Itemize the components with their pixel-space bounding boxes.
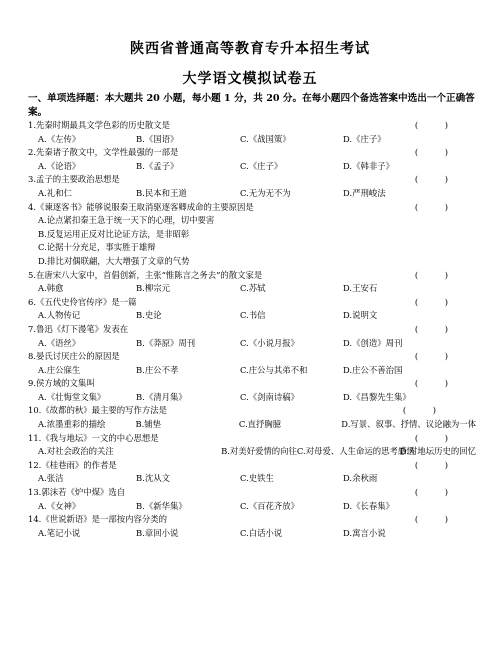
section-instructions: 一、单项选择题：本大题共 20 小题，每小题 1 分，共 20 分。在每小题四个备选答案中选出一个正确答案。: [28, 93, 475, 118]
answer-option[interactable]: C.《百花齐放》: [240, 500, 300, 511]
answer-option[interactable]: C.《剑南诗稿》: [240, 391, 300, 402]
question-item: [28, 119, 476, 146]
option-row: [28, 391, 476, 405]
answer-option[interactable]: C.《战国策》: [240, 133, 291, 144]
question-stem: 5.在唐宋八大家中，首倡创新，主张“惟陈言之务去”的散文家是: [28, 269, 263, 280]
answer-blank[interactable]: ( ): [414, 487, 448, 498]
question-item: [28, 146, 476, 173]
answer-option[interactable]: B.沈从文: [136, 473, 170, 484]
answer-option[interactable]: A.笔记小说: [38, 527, 81, 538]
option-row: [28, 187, 476, 201]
option-row: [28, 527, 476, 541]
answer-option[interactable]: A.《女神》: [38, 500, 81, 511]
answer-option[interactable]: C.庄公与其弟不和: [240, 364, 308, 375]
answer-option[interactable]: A.礼和仁: [38, 187, 72, 198]
answer-option[interactable]: D.严刑峻法: [343, 187, 386, 198]
answer-option[interactable]: C.对母爱、人生命运的思考感悟: [296, 446, 415, 457]
option-row: [28, 445, 476, 459]
answer-option[interactable]: B.民本和王道: [136, 187, 187, 198]
answer-option[interactable]: B.《孟子》: [136, 160, 179, 171]
answer-option[interactable]: D.说明文: [343, 310, 378, 321]
question-item: [28, 269, 476, 296]
question-stem: 9.侯方域的文集叫: [28, 378, 95, 389]
answer-option[interactable]: A.《论语》: [38, 160, 81, 171]
answer-blank[interactable]: ( ): [414, 459, 448, 470]
answer-option[interactable]: B.铺垫: [135, 419, 162, 430]
answer-option[interactable]: A.韩愈: [38, 283, 64, 294]
question-item: [28, 350, 476, 377]
answer-option[interactable]: A.对社会政治的关注: [38, 446, 114, 457]
question-item: [28, 459, 476, 486]
answer-option[interactable]: B.《国语》: [136, 133, 179, 144]
option-row: [28, 133, 476, 147]
answer-option[interactable]: C.书信: [240, 310, 266, 321]
answer-blank[interactable]: ( ): [414, 120, 448, 130]
question-item: [28, 404, 476, 431]
option-row: [28, 160, 476, 174]
option-row: [28, 418, 476, 432]
question-stem: 6.《五代史伶官传序》是一篇: [28, 296, 137, 307]
question-item: [28, 296, 476, 323]
question-stem: 11.《我与地坛》一文的中心思想是: [28, 432, 159, 443]
answer-option[interactable]: B.反复运用正反对比论证方法，是非昭彰: [38, 228, 190, 239]
answer-option[interactable]: A.《左传》: [38, 133, 81, 144]
answer-option[interactable]: B.《莽原》周刊: [136, 337, 196, 348]
question-list: [28, 119, 476, 540]
option-row: [28, 472, 476, 486]
answer-option[interactable]: A.论点紧扣秦王急于统一天下的心理，切中要害: [38, 215, 215, 226]
answer-option[interactable]: A.浓墨重彩的描绘: [38, 419, 106, 430]
question-item: [28, 486, 476, 513]
answer-blank[interactable]: ( ): [402, 405, 436, 416]
answer-option[interactable]: C.论据十分充足，事实胜于雄辩: [38, 242, 156, 253]
question-item: [28, 377, 476, 404]
question-stem: 2.先秦诸子散文中，文学性最强的一部是: [28, 147, 179, 158]
answer-option[interactable]: D.《韩非子》: [343, 160, 394, 171]
answer-option[interactable]: D.余秋雨: [343, 473, 378, 484]
question-stem: 1.先秦时期最具文学色彩的历史散文是: [28, 120, 170, 130]
answer-option[interactable]: C.史铁生: [240, 473, 274, 484]
exam-title: 陕西省普通高等教育专升本招生考试: [130, 41, 370, 57]
question-stem: 3.孟子的主要政治思想是: [28, 174, 120, 185]
question-stem: 10.《故都的秋》最主要的写作方法是: [28, 405, 167, 416]
answer-blank[interactable]: ( ): [414, 174, 448, 185]
answer-option[interactable]: D.《长春集》: [343, 500, 394, 511]
answer-option[interactable]: C.无为无不为: [240, 187, 291, 198]
answer-option[interactable]: D.《创造》周刊: [343, 337, 403, 348]
option-row: [28, 364, 476, 378]
answer-option[interactable]: D.《庄子》: [343, 133, 386, 144]
question-stem: 14.《世说新语》是一部按内容分类的: [28, 514, 167, 525]
answer-option[interactable]: D.王安石: [343, 283, 378, 294]
answer-option[interactable]: C.白话小说: [240, 527, 283, 538]
answer-option[interactable]: C.《小说月报》: [240, 337, 300, 348]
answer-option[interactable]: B.《清月集》: [136, 391, 187, 402]
answer-blank[interactable]: ( ): [414, 201, 448, 212]
answer-blank[interactable]: ( ): [414, 147, 448, 158]
answer-blank[interactable]: ( ): [414, 378, 448, 389]
answer-option[interactable]: D.《昌黎先生集》: [343, 391, 411, 402]
question-stem: 12.《桂巷雨》的作者是: [28, 459, 117, 470]
answer-option[interactable]: B.对美好爱情的向往: [221, 446, 297, 457]
answer-option[interactable]: B.章回小说: [136, 527, 179, 538]
answer-option[interactable]: B.庄公不孝: [136, 364, 179, 375]
question-stem: 8.晏氏讨厌庄公的原因是: [28, 351, 120, 362]
question-item: [28, 201, 476, 269]
answer-blank[interactable]: ( ): [414, 351, 448, 362]
question-item: [28, 173, 476, 200]
question-stem: 4.《谏逐客书》能够说服秦王取消驱逐客卿成命的主要原因是: [28, 201, 254, 212]
option-row: [28, 500, 476, 514]
answer-option[interactable]: B.史论: [136, 310, 162, 321]
option-row: [28, 282, 476, 296]
answer-option[interactable]: D.庄公不善治国: [343, 364, 403, 375]
answer-blank[interactable]: ( ): [414, 296, 448, 307]
answer-blank[interactable]: ( ): [414, 514, 448, 525]
answer-option[interactable]: D.对地坛历史的回忆: [399, 446, 476, 457]
question-stem: 13.郭沫若《炉中煤》选自: [28, 487, 126, 498]
answer-option[interactable]: A.人物传记: [38, 310, 81, 321]
answer-blank[interactable]: ( ): [414, 432, 448, 443]
answer-option[interactable]: A.庄公寐生: [38, 364, 81, 375]
answer-option[interactable]: A.《壮悔堂文集》: [38, 391, 106, 402]
question-item: [28, 323, 476, 350]
option-row: [28, 309, 476, 323]
option-row: [28, 214, 476, 268]
answer-option[interactable]: A.张洁: [38, 473, 64, 484]
answer-option[interactable]: D.排比对偶联翩，大大增强了文章的气势: [38, 255, 190, 266]
answer-option[interactable]: C.苏轼: [240, 283, 266, 294]
answer-option[interactable]: C.《庄子》: [240, 160, 283, 171]
answer-blank[interactable]: ( ): [414, 323, 448, 334]
question-stem: 7.鲁迅《灯下漫笔》发表在: [28, 323, 129, 334]
answer-option[interactable]: D.写景、叙事、抒情、议论融为一体: [341, 419, 476, 430]
answer-option[interactable]: A.《语丝》: [38, 337, 81, 348]
question-item: [28, 513, 476, 540]
answer-option[interactable]: D.寓言小说: [343, 527, 386, 538]
answer-option[interactable]: B.《新华集》: [136, 500, 187, 511]
option-row: [28, 337, 476, 351]
exam-subtitle: 大学语文模拟试卷五: [182, 71, 318, 87]
answer-option[interactable]: C.直抒胸臆: [238, 419, 282, 430]
answer-option[interactable]: B.柳宗元: [136, 283, 170, 294]
answer-blank[interactable]: ( ): [414, 269, 448, 280]
question-item: [28, 432, 476, 459]
